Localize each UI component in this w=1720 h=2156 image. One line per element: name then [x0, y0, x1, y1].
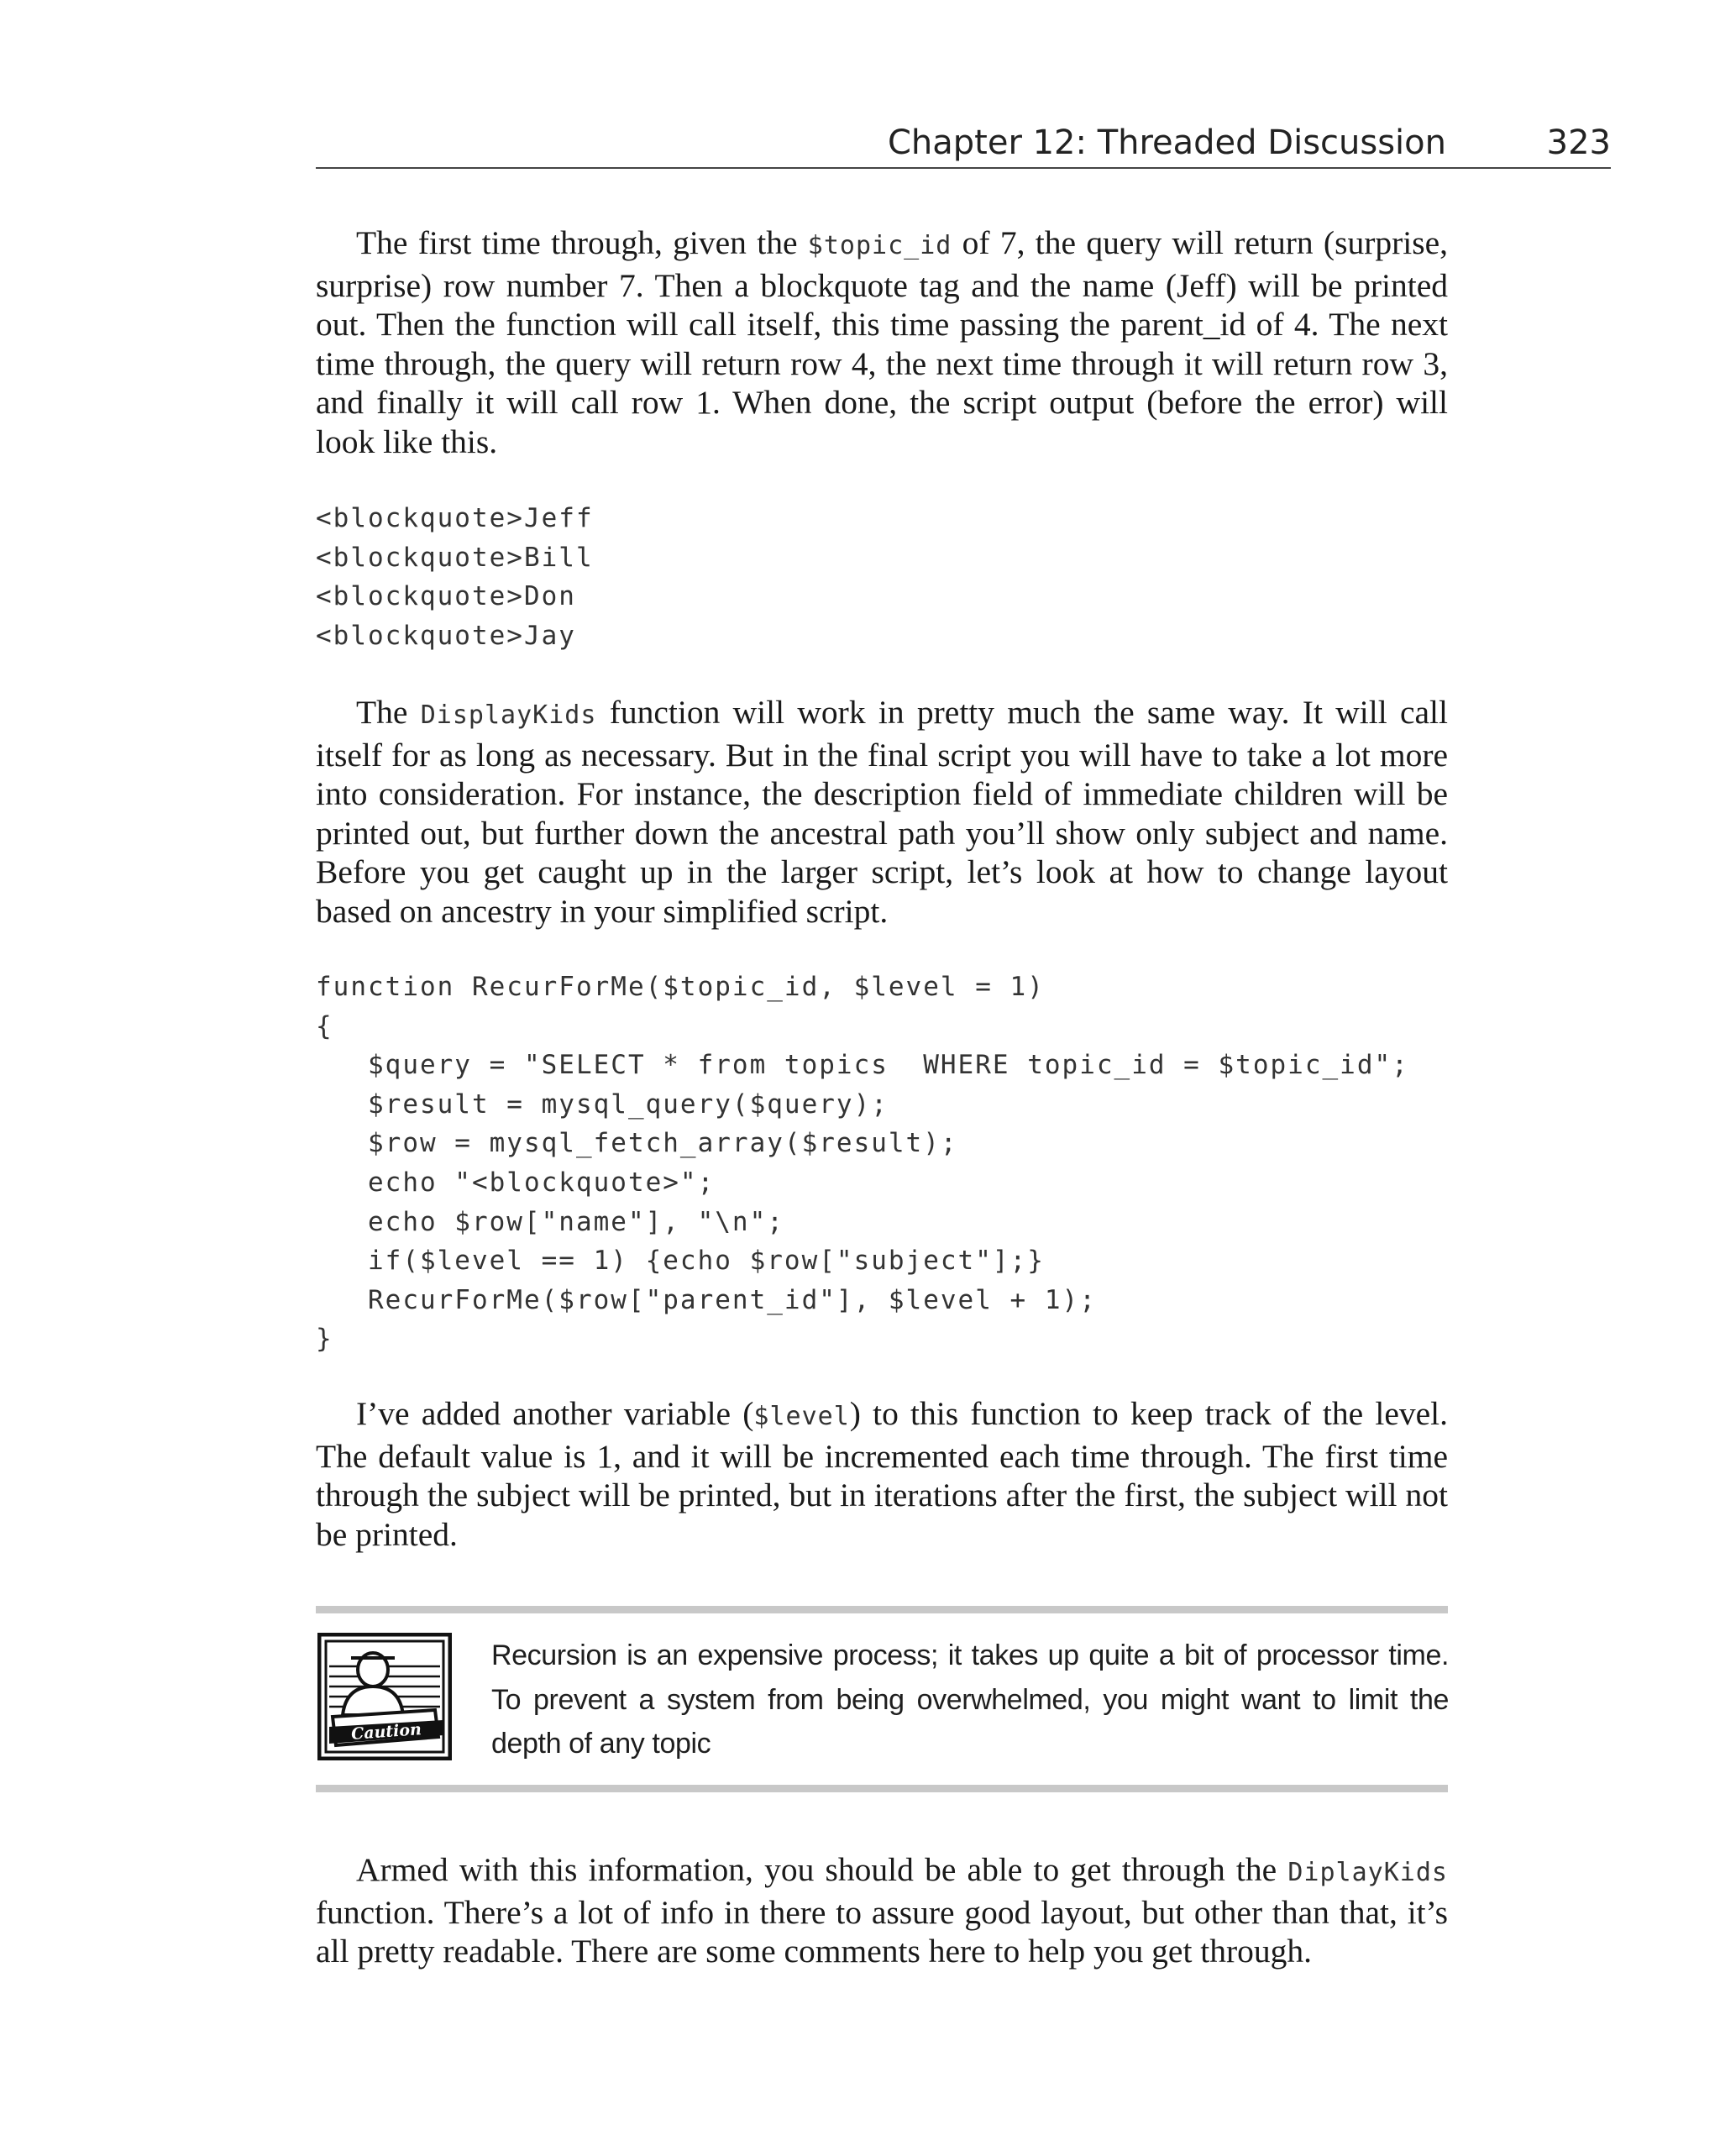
- paragraph-1-text-end: of 7, the query will return (surprise, surprise) row number 7. Then a blockquote tag and the name (Jeff) will be printed out. Then the function will call itself, this time passing the parent_id of 4. The next time through, the query will return row 4, the next time through it will return row 3, and finally it will call row 1. When done, the script output (before the error) will look like this.: [316, 224, 1448, 460]
- paragraph-3-text-start: I’ve added another variable (: [356, 1395, 754, 1432]
- inline-code-diplaykids: DiplayKids: [1287, 1858, 1448, 1887]
- code-line: echo $row["name"], "\n";: [316, 1206, 784, 1237]
- caution-icon: [317, 1633, 452, 1760]
- code-line: $row = mysql_fetch_array($result);: [316, 1128, 958, 1159]
- code-block-output: [316, 499, 594, 655]
- code-line: <blockquote>Bill: [316, 542, 594, 573]
- paragraph-1: [316, 223, 1448, 462]
- caution-note-text: Recursion is an expensive process; it takes up quite a bit of processor time. To prevent a system from being overwhelmed, you might want to limit the depth of any topic: [491, 1639, 1449, 1760]
- code-line: <blockquote>Jay: [316, 620, 576, 651]
- inline-code-topic-id: $topic_id: [807, 231, 952, 260]
- code-line: <blockquote>Jeff: [316, 503, 594, 533]
- paragraph-1-text-start: The first time through, given the: [356, 224, 808, 261]
- paragraph-2: [316, 693, 1448, 931]
- code-line: <blockquote>Don: [316, 581, 576, 612]
- paragraph-4: [316, 1850, 1448, 1971]
- code-line: echo "<blockquote>";: [316, 1167, 716, 1198]
- paragraph-2-text-end: function will work in pretty much the same way. It will call itself for as long as necessary. But in the final script you will have to take a lot more into consideration. For instance, the description field of immediate children will be printed out, but further down the ancestral path you’ll show only subject and name. Before you get caught up in the larger script, let’s look at how to change layout based on ancestry in your simplified script.: [316, 694, 1448, 930]
- paragraph-2-text-start: The: [356, 694, 421, 731]
- code-block-function: [316, 968, 1409, 1359]
- code-line: $result = mysql_query($query);: [316, 1088, 889, 1120]
- caution-icon-label: Caution: [350, 1720, 422, 1744]
- code-line: RecurForMe($row["parent_id"], $level + 1);: [316, 1284, 1097, 1315]
- paragraph-3: [316, 1394, 1448, 1554]
- code-line: if($level == 1) {echo $row["subject"];}: [316, 1246, 1045, 1277]
- page-number: 323: [1546, 123, 1611, 162]
- paragraph-4-text-start: Armed with this information, you should be able to get through the: [356, 1851, 1288, 1888]
- caution-top-rule: [316, 1606, 1448, 1613]
- chapter-title: Chapter 12: Threaded Discussion: [887, 123, 1446, 162]
- inline-code-level: $level: [753, 1402, 850, 1431]
- paragraph-4-text-end: function. There’s a lot of info in there to assure good layout, but other than that, it’s all pretty readable. There are some comments here to help you get through.: [316, 1893, 1448, 1970]
- header-rule: [316, 167, 1611, 169]
- paragraph-3-text-end: ) to this function to keep track of the level. The default value is 1, and it will be incremented each time through. The first time through the subject will be printed, but in iterations after the first, the subject will not be printed.: [316, 1395, 1448, 1553]
- code-line: {: [316, 1010, 333, 1041]
- inline-code-displaykids: DisplayKids: [420, 700, 597, 730]
- code-line: }: [316, 1324, 333, 1355]
- caution-bottom-rule: [316, 1785, 1448, 1792]
- code-line: $query = "SELECT * from topics WHERE topic_id = $topic_id";: [316, 1050, 1409, 1081]
- code-line: function RecurForMe($topic_id, $level = 1): [316, 972, 1045, 1002]
